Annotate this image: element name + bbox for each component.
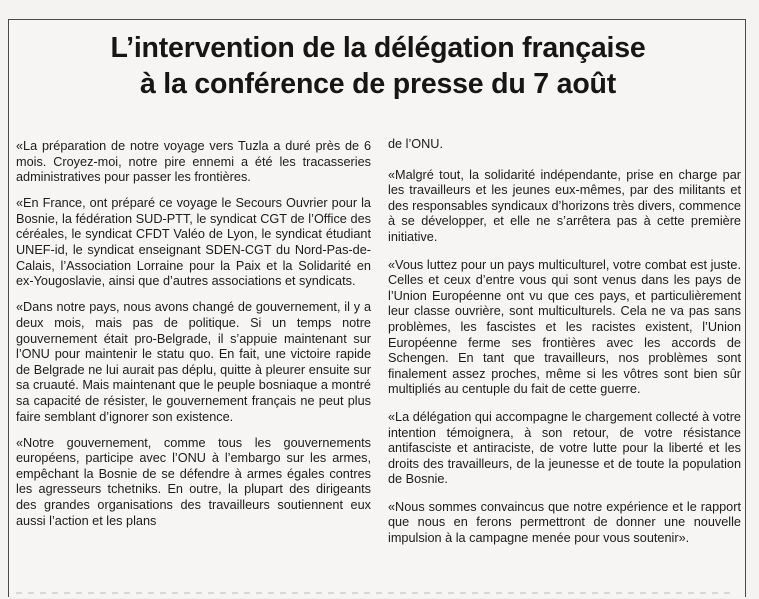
paragraph: «Nous sommes convaincus que notre expérience et le rapport que nous en ferons permettront de donner une nouvelle impulsion à la campagne menée pour vous soutenir».	[388, 499, 741, 546]
left-column	[16, 139, 371, 529]
headline-line-1: L’intervention de la délégation française	[110, 32, 646, 64]
paragraph: «Vous luttez pour un pays multiculturel, votre combat est juste. Celles et ceux d’entre vous qui sont venus dans les pays de l’Union Européenne ont vu que ces pays, et particulièrement leur classe ouvrière, sont multiculturels. Cela ne va pas sans problèmes, les fascistes et les racistes existent, l’Union Européenne ferme ses frontières avec les accords de Schengen. En tant que travailleurs, nos problèmes sont finalement assez proches, même si les vôtres sont bien sûr multipliés au centuple du fait de cette guerre.	[388, 257, 741, 397]
right-column	[388, 137, 741, 559]
paragraph: «La préparation de notre voyage vers Tuzla a duré près de 6 mois. Croyez-moi, notre pire ennemi a été les tracasseries administratives pour passer les frontières.	[16, 139, 371, 185]
article-headline	[8, 30, 748, 102]
paragraph: «La délégation qui accompagne le chargement collecté à votre intention témoignera, à son retour, de votre résistance antifasciste et antiraciste, de votre lutte pour la liberté et les droits des travailleurs, de la jeunesse et de toute la population de Bosnie.	[388, 409, 741, 487]
paragraph: de l’ONU.	[388, 137, 443, 151]
paragraph: «Notre gouvernement, comme tous les gouvernements européens, participe avec l’ONU à l’embargo sur les armes, empêchant la Bosnie de se défendre à armes égales contres les agresseurs tchetniks. En outre, la plupart des dirigeants des grandes organisations des travailleurs soutiennent eux aussi l’action et les plans	[16, 435, 371, 528]
paragraph: «Dans notre pays, nous avons changé de gouvernement, il y a deux mois, mais pas de politique. Si un temps notre gouvernement était pro-Belgrade, il s’appuie maintenant sur l’ONU pour maintenir le statu quo. En fait, une victoire rapide de Belgrade ne lui aurait pas déplu, quitte à pleurer ensuite sur sa cruauté. Mais maintenant que le peuple bosniaque a montré sa capacité de résister, le gouvernement français ne peut plus faire semblant d’ignorer son existence.	[16, 300, 371, 424]
paragraph: «Malgré tout, la solidarité indépendante, prise en charge par les travailleurs et les jeunes eux-mêmes, par des militants et des responsables syndicaux d’horizons très divers, commence à se développer, et elle ne s’arrêtera pas à cette première initiative.	[388, 167, 741, 244]
paragraph: «En France, ont préparé ce voyage le Secours Ouvrier pour la Bosnie, la fédération SUD-PTT, le syndicat CGT de l’Office des céréales, le syndicat CFDT Valéo de Lyon, le syndicat étudiant UNEF-id, le syndicat enseignant SDEN-CGT du Nord-Pas-de-Calais, l’Association Lorraine pour la Paix et la Solidarité en ex-Yougoslavie, ainsi que d’autres associations et syndicats.	[16, 196, 371, 289]
headline-line-2: à la conférence de presse du 7 août	[139, 68, 617, 100]
torn-edge-divider	[16, 592, 736, 594]
